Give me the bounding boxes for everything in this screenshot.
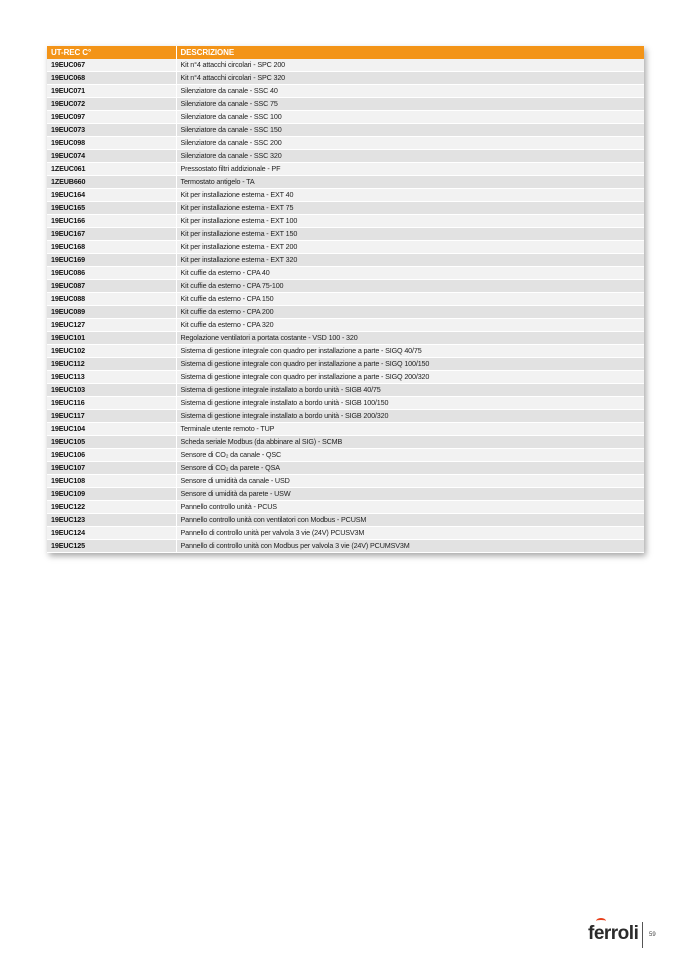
table-row (47, 163, 644, 176)
description-cell: Kit per installazione esterna - EXT 150 (176, 228, 644, 241)
description-cell: Kit n°4 attacchi circolari - SPC 320 (176, 72, 644, 85)
description-cell: Regolazione ventilatori a portata costante - VSD 100 - 320 (176, 332, 644, 345)
product-code-cell: 19EUC166 (47, 215, 176, 228)
table-row (47, 189, 644, 202)
table-row (47, 228, 644, 241)
page-number: 59 (649, 932, 656, 938)
description-cell: Sistema di gestione integrale con quadro per installazione a parte - SIGQ 200/320 (176, 371, 644, 384)
description-cell: Pannello di controllo unità con Modbus per valvola 3 vie (24V) PCUMSV3M (176, 540, 644, 553)
table-row (47, 384, 644, 397)
table-row (47, 59, 644, 72)
table-row (47, 150, 644, 163)
table-row (47, 371, 644, 384)
table-row (47, 449, 644, 462)
description-cell: Kit cuffie da esterno - CPA 150 (176, 293, 644, 306)
product-code-cell: 19EUC169 (47, 254, 176, 267)
description-cell: Silenziatore da canale - SSC 200 (176, 137, 644, 150)
footer-divider (642, 922, 643, 948)
product-code-cell: 19EUC067 (47, 59, 176, 72)
product-code-cell: 19EUC127 (47, 319, 176, 332)
table-row (47, 293, 644, 306)
table-row (47, 397, 644, 410)
description-cell: Pressostato filtri addizionale - PF (176, 163, 644, 176)
description-cell: Sensore di CO₂ da parete - QSA (176, 462, 644, 475)
product-code-cell: 19EUC113 (47, 371, 176, 384)
table-row (47, 540, 644, 553)
description-cell: Terminale utente remoto - TUP (176, 423, 644, 436)
table-row (47, 475, 644, 488)
table-row (47, 332, 644, 345)
description-cell: Sistema di gestione integrale installato a bordo unità - SIGB 40/75 (176, 384, 644, 397)
table-header-row (47, 46, 644, 59)
description-cell: Pannello controllo unità - PCUS (176, 501, 644, 514)
table-row (47, 423, 644, 436)
table-row (47, 176, 644, 189)
column-header-code: UT-REC C° (47, 46, 176, 59)
product-code-cell: 19EUC106 (47, 449, 176, 462)
description-cell: Sistema di gestione integrale installato a bordo unità - SIGB 200/320 (176, 410, 644, 423)
product-code-cell: 19EUC168 (47, 241, 176, 254)
table-row (47, 319, 644, 332)
product-code-cell: 19EUC098 (47, 137, 176, 150)
description-cell: Sensore di CO₂ da canale - QSC (176, 449, 644, 462)
product-code-cell: 1ZEUB660 (47, 176, 176, 189)
product-code-cell: 19EUC103 (47, 384, 176, 397)
description-cell: Sistema di gestione integrale con quadro per installazione a parte - SIGQ 100/150 (176, 358, 644, 371)
description-cell: Sistema di gestione integrale con quadro per installazione a parte - SIGQ 40/75 (176, 345, 644, 358)
product-code-cell: 19EUC116 (47, 397, 176, 410)
product-code-cell: 19EUC112 (47, 358, 176, 371)
product-code-cell: 19EUC167 (47, 228, 176, 241)
description-cell: Silenziatore da canale - SSC 150 (176, 124, 644, 137)
description-cell: Silenziatore da canale - SSC 320 (176, 150, 644, 163)
description-cell: Pannello controllo unità con ventilatori con Modbus - PCUSM (176, 514, 644, 527)
description-cell: Kit per installazione esterna - EXT 100 (176, 215, 644, 228)
table-row (47, 124, 644, 137)
description-cell: Kit cuffie da esterno - CPA 320 (176, 319, 644, 332)
table-row (47, 72, 644, 85)
description-cell: Kit per installazione esterna - EXT 200 (176, 241, 644, 254)
table-row (47, 488, 644, 501)
product-code-cell: 19EUC087 (47, 280, 176, 293)
accessories-table (47, 46, 644, 553)
table-row (47, 436, 644, 449)
product-code-cell: 19EUC109 (47, 488, 176, 501)
description-cell: Kit n°4 attacchi circolari - SPC 200 (176, 59, 644, 72)
product-code-cell: 19EUC071 (47, 85, 176, 98)
product-code-cell: 19EUC165 (47, 202, 176, 215)
product-code-cell: 19EUC125 (47, 540, 176, 553)
description-cell: Kit cuffie da esterno - CPA 200 (176, 306, 644, 319)
table-row (47, 85, 644, 98)
product-code-cell: 19EUC097 (47, 111, 176, 124)
table-row (47, 111, 644, 124)
product-code-cell: 19EUC123 (47, 514, 176, 527)
table-row (47, 410, 644, 423)
table-row (47, 514, 644, 527)
table-row (47, 254, 644, 267)
product-code-cell: 19EUC068 (47, 72, 176, 85)
product-code-cell: 19EUC124 (47, 527, 176, 540)
description-cell: Silenziatore da canale - SSC 100 (176, 111, 644, 124)
description-cell: Kit cuffie da esterno - CPA 75-100 (176, 280, 644, 293)
ferroli-logo: ferroli (588, 923, 639, 944)
description-cell: Silenziatore da canale - SSC 75 (176, 98, 644, 111)
table-body (47, 59, 644, 553)
table-row (47, 98, 644, 111)
table-row (47, 462, 644, 475)
table-row (47, 527, 644, 540)
product-code-cell: 19EUC122 (47, 501, 176, 514)
product-code-cell: 19EUC088 (47, 293, 176, 306)
column-header-description: DESCRIZIONE (176, 46, 644, 59)
description-cell: Pannello di controllo unità per valvola 3 vie (24V) PCUSV3M (176, 527, 644, 540)
description-cell: Silenziatore da canale - SSC 40 (176, 85, 644, 98)
table-row (47, 241, 644, 254)
table-row (47, 345, 644, 358)
product-code-cell: 19EUC104 (47, 423, 176, 436)
description-cell: Scheda seriale Modbus (da abbinare al SIG) - SCMB (176, 436, 644, 449)
table-row (47, 215, 644, 228)
product-code-cell: 19EUC074 (47, 150, 176, 163)
table-row (47, 306, 644, 319)
product-code-cell: 19EUC089 (47, 306, 176, 319)
description-cell: Sistema di gestione integrale installato a bordo unità - SIGB 100/150 (176, 397, 644, 410)
product-code-cell: 1ZEUC061 (47, 163, 176, 176)
product-code-cell: 19EUC101 (47, 332, 176, 345)
description-cell: Termostato antigelo - TA (176, 176, 644, 189)
description-cell: Kit per installazione esterna - EXT 320 (176, 254, 644, 267)
description-cell: Sensore di umidità da parete - USW (176, 488, 644, 501)
table-row (47, 280, 644, 293)
product-code-cell: 19EUC117 (47, 410, 176, 423)
product-code-cell: 19EUC105 (47, 436, 176, 449)
table-row (47, 202, 644, 215)
product-code-cell: 19EUC107 (47, 462, 176, 475)
product-code-cell: 19EUC072 (47, 98, 176, 111)
description-cell: Kit per installazione esterna - EXT 75 (176, 202, 644, 215)
table-row (47, 358, 644, 371)
product-code-cell: 19EUC164 (47, 189, 176, 202)
description-cell: Kit cuffie da esterno - CPA 40 (176, 267, 644, 280)
product-code-cell: 19EUC102 (47, 345, 176, 358)
product-code-cell: 19EUC073 (47, 124, 176, 137)
description-cell: Sensore di umidità da canale - USD (176, 475, 644, 488)
description-cell: Kit per installazione esterna - EXT 40 (176, 189, 644, 202)
accessories-table-container (47, 46, 644, 553)
product-code-cell: 19EUC086 (47, 267, 176, 280)
table-row (47, 137, 644, 150)
product-code-cell: 19EUC108 (47, 475, 176, 488)
table-row (47, 267, 644, 280)
table-row (47, 501, 644, 514)
